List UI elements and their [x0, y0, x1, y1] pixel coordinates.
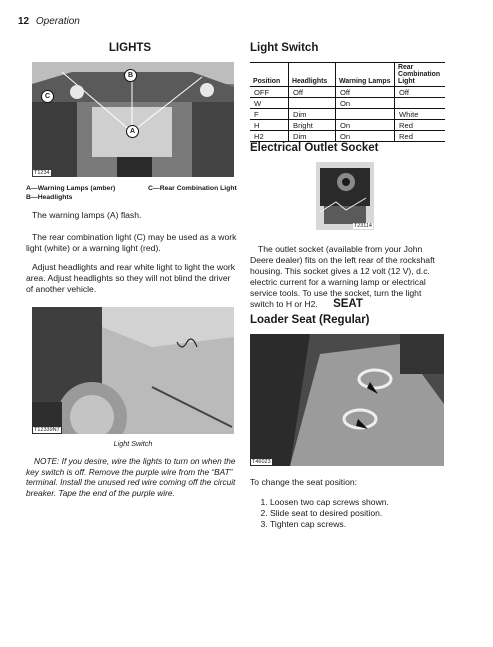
page-header	[18, 16, 80, 27]
seat-fig-code: T46023	[252, 459, 271, 465]
light-switch-table-wrap	[250, 62, 445, 142]
table-cell: H2	[250, 131, 289, 142]
col-rear-light: Rear Combination Light	[395, 63, 446, 87]
table-cell: H	[250, 120, 289, 131]
table-row	[250, 109, 445, 120]
list-item: 3. Tighten cap screws.	[270, 519, 466, 530]
para-warning-lamps: The warning lamps (A) flash.	[32, 210, 142, 220]
table-row	[250, 131, 445, 142]
caption-c: C—Rear Combination Light	[148, 185, 237, 192]
table-cell: OFF	[250, 87, 289, 98]
table-cell: On	[336, 98, 395, 109]
col-position: Position	[250, 63, 289, 87]
table-cell: Off	[336, 87, 395, 98]
outlet-photo	[316, 162, 374, 230]
table-cell	[336, 109, 395, 120]
col-warning-lamps: Warning Lamps	[336, 63, 395, 87]
loader-seat-heading: Loader Seat (Regular)	[250, 314, 370, 326]
table-row	[250, 98, 445, 109]
light-switch-photo-image	[32, 307, 234, 434]
light-switch-heading: Light Switch	[250, 42, 319, 54]
figure1-code: T1234	[34, 170, 50, 176]
seat-steps-list	[250, 497, 466, 530]
seat-intro: To change the seat position:	[250, 477, 358, 487]
caption-a: A—Warning Lamps (amber)	[26, 185, 116, 192]
table-cell: Dim	[289, 109, 336, 120]
list-item: 2. Slide seat to desired position.	[270, 508, 466, 519]
lights-heading: LIGHTS	[108, 42, 152, 54]
table-cell: On	[336, 120, 395, 131]
table-cell: On	[336, 131, 395, 142]
list-item: 1. Loosen two cap screws shown.	[270, 497, 466, 508]
table-cell: White	[395, 109, 446, 120]
outlet-fig-code: T23114	[353, 223, 372, 229]
table-cell: F	[250, 109, 289, 120]
table-row	[250, 87, 445, 98]
outlet-photo-image	[316, 162, 374, 230]
table-row	[250, 120, 445, 131]
seat-photo-image	[250, 334, 444, 466]
table-cell: Dim	[289, 131, 336, 142]
seat-heading: SEAT	[333, 298, 363, 310]
callout-c: C	[41, 90, 54, 103]
col-headlights: Headlights	[289, 63, 336, 87]
section-title: Operation	[35, 16, 80, 27]
table-cell: Red	[395, 120, 446, 131]
table-cell	[395, 98, 446, 109]
light-switch-caption: Light Switch	[113, 439, 153, 448]
light-switch-table	[250, 62, 445, 142]
para-rear-light: The rear combination light (C) may be used as a work light (white) or a warning light (red).	[26, 232, 237, 253]
table-header-row	[250, 63, 445, 87]
table-cell: Off	[289, 87, 336, 98]
callout-a: A	[126, 125, 139, 138]
outlet-heading: Electrical Outlet Socket	[250, 142, 379, 154]
seat-photo	[250, 334, 444, 466]
callout-b: B	[124, 69, 137, 82]
table-cell: Red	[395, 131, 446, 142]
table-cell: W	[250, 98, 289, 109]
caption-b: B—Headlights	[26, 194, 73, 201]
page-number: 12	[18, 16, 30, 27]
figure2-code: T12339N7	[34, 427, 60, 433]
table-cell: Bright	[289, 120, 336, 131]
table-cell	[289, 98, 336, 109]
note-wiring: NOTE: If you desire, wire the lights to turn on when the key switch is off. Remove the purple wire from the “BAT” terminal. Install the unused red wire coming off the circuit breaker. Tape the end of the purple wire.	[26, 456, 236, 498]
light-switch-photo	[32, 307, 234, 434]
outlet-para: The outlet socket (available from your John Deere dealer) fits on the left rear of the rockshaft housing. This socket gives a 12 volt (12 V), d.c. electric current for a warning lamp or electrical service tools. To use the socket, turn the light switch to H or H2.	[250, 244, 435, 309]
lights-photo	[32, 62, 234, 177]
para-adjust: Adjust headlights and rear white light to light the work area. Adjust headlights so they will not blind the driver of another vehicle.	[26, 262, 236, 294]
table-cell: Off	[395, 87, 446, 98]
